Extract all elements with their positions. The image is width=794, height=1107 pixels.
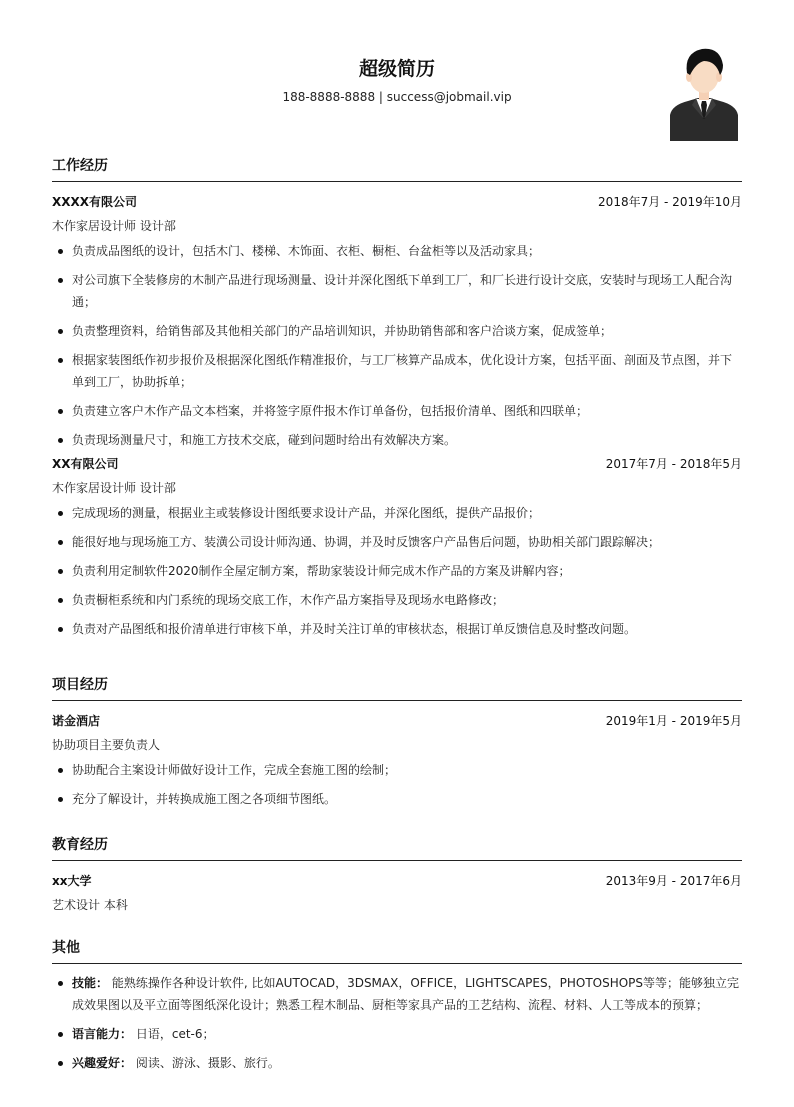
list-item: 负责橱柜系统和内门系统的现场交底工作，木作产品方案指导及现场水电路修改； xyxy=(52,589,742,611)
project-name: 诺金酒店 xyxy=(52,714,101,728)
list-item: 负责建立客户木作产品文本档案，并将签字原件报木作订单备份，包括报价清单、图纸和四联单； xyxy=(52,400,742,422)
list-item xyxy=(52,972,742,1016)
skill-label: 技能： xyxy=(72,976,109,990)
job-period: 2018年7月 - 2019年10月 xyxy=(598,195,742,209)
resume-name: 超级简历 xyxy=(358,58,435,80)
job-role: 木作家居设计师 设计部 xyxy=(52,481,176,495)
other-section xyxy=(52,937,742,1081)
list-item xyxy=(52,1023,742,1045)
job-period: 2017年7月 - 2018年5月 xyxy=(605,457,742,471)
section-title-other: 其他 xyxy=(52,937,742,964)
company-name: XX有限公司 xyxy=(52,457,119,471)
other-list xyxy=(52,972,742,1074)
list-item: 完成现场的测量，根据业主或装修设计图纸要求设计产品，并深化图纸，提供产品报价； xyxy=(52,502,742,524)
education-period: 2013年9月 - 2017年6月 xyxy=(605,874,742,888)
hobby-text: 阅读、游泳、摄影、旅行。 xyxy=(135,1056,280,1070)
job-header xyxy=(52,190,742,214)
project-duties xyxy=(52,759,742,810)
list-item: 充分了解设计，并转换成施工图之各项细节图纸。 xyxy=(52,788,742,810)
company-name: XXXX有限公司 xyxy=(52,195,138,209)
list-item: 对公司旗下全装修房的木制产品进行现场测量、设计并深化图纸下单到工厂，和厂长进行设计交底，安装时与现场工人配合沟通； xyxy=(52,269,742,313)
work-section xyxy=(52,155,742,647)
section-title-work: 工作经历 xyxy=(52,155,742,182)
list-item: 负责整理资料，给销售部及其他相关部门的产品培训知识，并协助销售部和客户洽谈方案，促成签单； xyxy=(52,320,742,342)
job-header xyxy=(52,452,742,476)
list-item: 能很好地与现场施工方、装潢公司设计师沟通、协调，并及时反馈客户产品售后问题，协助相关部门跟踪解决； xyxy=(52,531,742,553)
project-period: 2019年1月 - 2019年5月 xyxy=(605,714,742,728)
section-title-education: 教育经历 xyxy=(52,834,742,861)
list-item: 负责对产品图纸和报价清单进行审核下单，并及时关注订单的审核状态，根据订单反馈信息及时整改问题。 xyxy=(52,618,742,640)
contact-info: 188-8888-8888 | success@jobmail.vip xyxy=(282,90,512,104)
list-item: 负责成品图纸的设计，包括木门、楼梯、木饰面、衣柜、橱柜、台盆柜等以及活动家具； xyxy=(52,240,742,262)
hobby-label: 兴趣爱好： xyxy=(72,1056,133,1070)
avatar-photo xyxy=(668,45,740,141)
list-item xyxy=(52,1052,742,1074)
job-duties xyxy=(52,502,742,640)
education-major: 艺术设计 本科 xyxy=(52,898,128,912)
skill-text: 能熟练操作各种设计软件, 比如AUTOCAD，3DSMAX，OFFICE，LIGHTSCAPES，PHOTOSHOPS等等；能够独立完成效果图以及平立面等图纸深化设计；熟悉工程木制品、厨柜等家具产品的工艺结构、流程、材料、人工等成本的预算； xyxy=(72,976,740,1012)
language-label: 语言能力： xyxy=(72,1027,133,1041)
job-duties xyxy=(52,240,742,451)
list-item: 协助配合主案设计师做好设计工作，完成全套施工图的绘制； xyxy=(52,759,742,781)
language-text: 日语，cet-6； xyxy=(135,1027,215,1041)
project-header xyxy=(52,709,742,733)
school-name: xx大学 xyxy=(52,874,92,888)
section-title-project: 项目经历 xyxy=(52,674,742,701)
list-item: 根据家装图纸作初步报价及根据深化图纸作精准报价，与工厂核算产品成本，优化设计方案，包括平面、剖面及节点图，并下单到工厂，协助拆单； xyxy=(52,349,742,393)
education-header xyxy=(52,869,742,893)
project-role: 协助项目主要负责人 xyxy=(52,738,161,752)
education-section xyxy=(52,834,742,917)
project-section xyxy=(52,674,742,817)
list-item: 负责利用定制软件2020制作全屋定制方案，帮助家装设计师完成木作产品的方案及讲解内容； xyxy=(52,560,742,582)
job-role: 木作家居设计师 设计部 xyxy=(52,219,176,233)
list-item: 负责现场测量尺寸，和施工方技术交底，碰到问题时给出有效解决方案。 xyxy=(52,429,742,451)
